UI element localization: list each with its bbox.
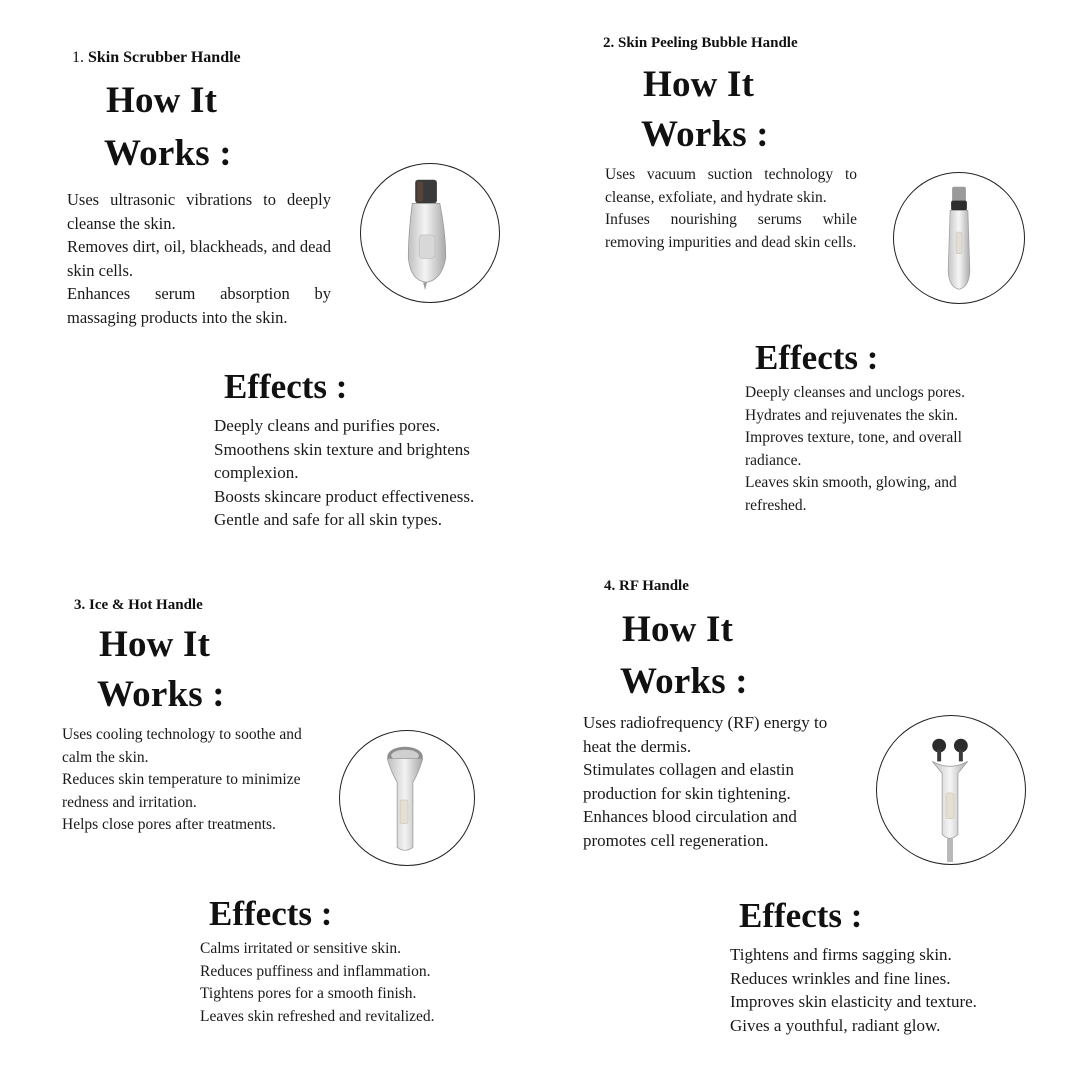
section-3-number: 3. [74,597,86,613]
section-3-how-item: Helps close pores after treatments. [62,816,276,833]
section-2-effects-heading: Effects : [755,338,879,377]
section-3-effects-list [200,938,490,1028]
section-3-how-heading-line1: How It [99,624,211,665]
section-1-how-list [67,188,331,329]
section-3-how-item: Reduces skin temperature to minimize redness and irritation. [62,771,301,811]
section-1-number: 1. [72,49,84,66]
section-3-effect-item: Leaves skin refreshed and revitalized. [200,1007,435,1025]
section-3-how-list [62,724,312,837]
section-2-effect-item: Deeply cleanses and unclogs pores. [745,384,965,401]
section-4-how-heading-line1: How It [622,609,734,650]
section-1-name: Skin Scrubber Handle [88,49,241,66]
section-2-how-heading-line1: How It [643,64,755,105]
section-2-how-item: Uses vacuum suction technology to cleanse, exfoliate, and hydrate skin. [605,166,857,206]
section-2-effect-item: Improves texture, tone, and overall radiance. [745,429,962,469]
section-1-how-heading-line2: Works : [104,133,232,174]
rf-handle-device-icon [876,715,1026,865]
section-3-how-item: Uses cooling technology to soothe and calm the skin. [62,726,302,766]
section-2-effects-list [745,382,1005,517]
section-4-how-item: Stimulates collagen and elastin production for skin tightening. [583,760,795,803]
section-2-title [603,36,798,51]
section-3-effect-item: Calms irritated or sensitive skin. [200,940,402,957]
section-4-effects-heading: Effects : [739,896,863,935]
section-2-how-item: Infuses nourishing serums while removing impurities and dead skin cells. [605,211,857,251]
section-4-how-item: Uses radiofrequency (RF) energy to heat the dermis. [583,713,828,756]
section-1-effect-item: Smoothens skin texture and brightens complexion. [214,439,470,482]
section-2-name: Skin Peeling Bubble Handle [618,35,798,51]
section-4-effect-item: Reduces wrinkles and fine lines. [730,968,951,988]
section-4-number: 4. [604,578,616,594]
skin-scrubber-device-icon [360,163,500,303]
section-2-effect-item: Hydrates and rejuvenates the skin. [745,406,959,424]
bubble-handle-device-icon [893,172,1025,304]
section-2-how-heading-line2: Works : [641,114,769,155]
section-1-effect-item: Gentle and safe for all skin types. [214,510,443,529]
section-2-number: 2. [603,35,615,51]
section-4-effect-item: Gives a youthful, radiant glow. [730,1015,941,1035]
section-1-effects-list [214,414,514,532]
section-1-how-item: Removes dirt, oil, blackheads, and dead skin cells. [67,237,331,280]
section-4-effect-item: Tightens and firms sagging skin. [730,945,952,964]
section-4-name: RF Handle [619,578,689,594]
section-3-effect-item: Tightens pores for a smooth finish. [200,985,417,1002]
section-4-effect-item: Improves skin elasticity and texture. [730,992,977,1011]
section-3-title [74,598,203,613]
section-1-effects-heading: Effects : [224,367,348,406]
section-1-effect-item: Deeply cleans and purifies pores. [214,416,441,435]
section-3-name: Ice & Hot Handle [89,597,203,613]
section-4-how-heading-line2: Works : [620,661,748,702]
section-2-how-list [605,164,857,254]
ice-hot-device-icon [339,730,475,866]
section-4-how-item: Enhances blood circulation and promotes cell regeneration. [583,807,797,850]
section-2-effect-item: Leaves skin smooth, glowing, and refreshed. [745,474,957,514]
section-3-how-heading-line2: Works : [97,674,225,715]
section-1-how-item: Enhances serum absorption by massaging products into the skin. [67,284,331,327]
section-3-effects-heading: Effects : [209,894,333,933]
section-1-effect-item: Boosts skincare product effectiveness. [214,486,475,506]
section-4-title [604,579,689,594]
section-4-how-list [583,711,853,852]
section-1-how-heading-line1: How It [106,80,218,121]
section-3-effect-item: Reduces puffiness and inflammation. [200,962,431,980]
section-1-how-item: Uses ultrasonic vibrations to deeply cleanse the skin. [67,190,331,233]
section-4-effects-list [730,943,1020,1037]
section-1-title [72,50,241,66]
